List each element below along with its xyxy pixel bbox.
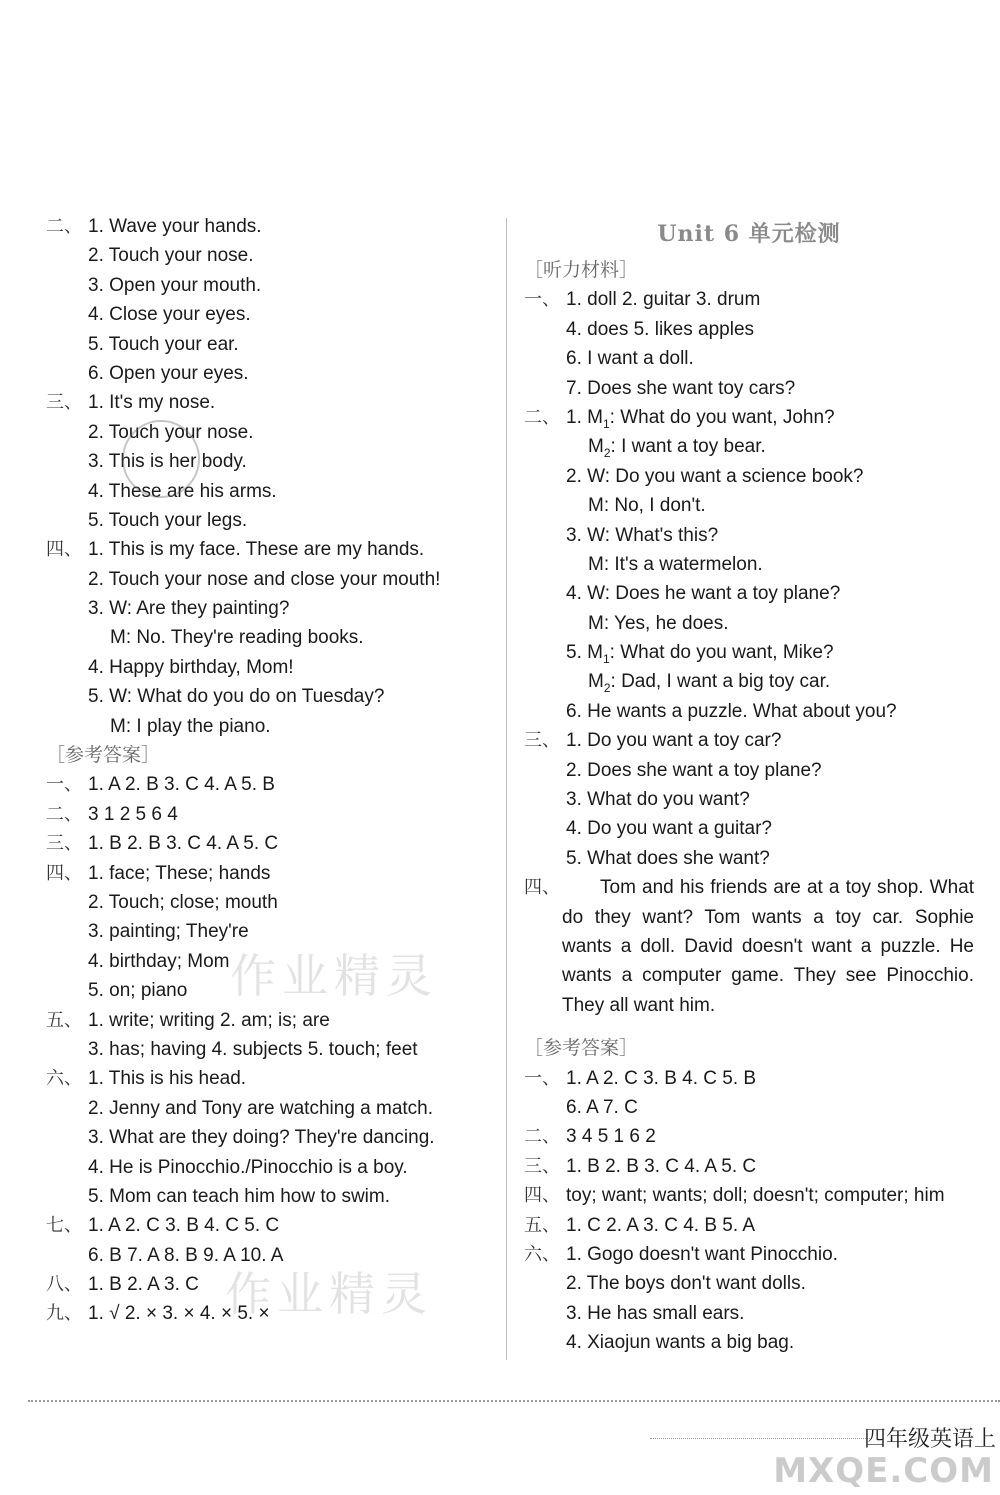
answer-row: 六、 1. Gogo doesn't want Pinocchio. — [524, 1243, 838, 1265]
answer-row: 四、 1. face; These; hands — [46, 862, 271, 884]
list-item: 三、 1. It's my nose. — [46, 392, 216, 414]
answer-row: 2. Jenny and Tony are watching a match. — [88, 1097, 434, 1119]
answer-row: 4. He is Pinocchio./Pinocchio is a boy. — [88, 1156, 408, 1178]
listening-heading: ［听力材料］ — [524, 259, 639, 281]
answer-row: 2. The boys don't want dolls. — [566, 1273, 806, 1295]
answer-row: 九、 1. √ 2. × 3. × 4. × 5. × — [46, 1303, 270, 1325]
answer-row: 4. Xiaojun wants a big bag. — [566, 1332, 795, 1354]
answer-row: 4. birthday; Mom — [88, 950, 230, 972]
list-item: 2. W: Do you want a science book? — [566, 465, 864, 487]
answer-row: 三、 1. B 2. B 3. C 4. A 5. C — [524, 1155, 757, 1177]
unit-title: Unit 6 单元检测 — [657, 221, 841, 247]
list-item: 6. He wants a puzzle. What about you? — [566, 700, 897, 722]
list-item: 3. This is her body. — [88, 451, 247, 473]
right-column — [524, 212, 974, 1358]
answer-row: 六、 1. This is his head. — [46, 1068, 247, 1090]
answer-row: 3. He has small ears. — [566, 1302, 745, 1324]
list-item: $M_2$: Dad, I want a big toy car. — [588, 671, 831, 696]
list-item: 4. These are his arms. — [88, 480, 277, 502]
list-item: 5. Touch your legs. — [88, 509, 248, 531]
answer-row: 八、 1. B 2. A 3. C — [46, 1274, 199, 1296]
answer-row: 一、 1. A 2. B 3. C 4. A 5. B — [46, 774, 275, 796]
list-item: 4. does 5. likes apples — [566, 318, 755, 340]
answer-row: 2. Touch; close; mouth — [88, 891, 278, 913]
list-item: 2. Does she want a toy plane? — [566, 759, 822, 781]
answer-row: 3. has; having 4. subjects 5. touch; feet — [88, 1038, 418, 1060]
answer-row: 6. B 7. A 8. B 9. A 10. A — [88, 1244, 284, 1266]
list-item: 3. Open your mouth. — [88, 274, 262, 296]
footer-dotted-line — [650, 1438, 870, 1439]
passage: 四、 Tom and his friends are at a toy shop. What do they want? Tom wants a toy car. Sophie wants a doll. David doesn't want a puzzle. He wants a computer game. They see Pinocchio. They all want him. — [524, 877, 974, 1016]
list-item: 7. Does she want toy cars? — [566, 377, 796, 399]
list-item: 一、 1. doll 2. guitar 3. drum — [524, 289, 761, 311]
list-item: 4. Do you want a guitar? — [566, 818, 772, 840]
watermark: 作业精灵 — [230, 949, 438, 1003]
list-item: M: I play the piano. — [110, 715, 271, 737]
answer-row: 一、 1. A 2. C 3. B 4. C 5. B — [524, 1067, 757, 1089]
site-watermark: MXQE.COM — [773, 1451, 994, 1491]
answer-row: 二、 3 4 5 1 6 2 — [524, 1126, 656, 1148]
list-item: 5. Touch your ear. — [88, 333, 239, 355]
list-item: 二、 1. Wave your hands. — [46, 216, 262, 237]
list-item: 5. $M_1$: What do you want, Mike? — [566, 642, 834, 666]
answer-row: 五、 1. C 2. A 3. C 4. B 5. A — [524, 1214, 756, 1236]
list-item: M: It's a watermelon. — [588, 553, 763, 575]
list-item: 4. Close your eyes. — [88, 304, 251, 326]
answer-row: 四、 toy; want; wants; doll; doesn't; computer; him — [524, 1185, 945, 1207]
footer-label: 四年级英语上 — [863, 1427, 996, 1452]
answer-row: 3. What are they doing? They're dancing. — [88, 1127, 435, 1149]
answers-heading: ［参考答案］ — [46, 744, 161, 767]
list-item: 5. W: What do you do on Tuesday? — [88, 686, 385, 708]
answer-row: 三、 1. B 2. B 3. C 4. A 5. C — [46, 833, 279, 855]
list-item: 4. W: Does he want a toy plane? — [566, 583, 841, 605]
answer-row: 3. painting; They're — [88, 921, 249, 943]
footer-rule — [28, 1400, 1000, 1402]
answer-row: 七、 1. A 2. C 3. B 4. C 5. C — [46, 1215, 280, 1237]
watermark: 作业精灵 — [225, 1267, 433, 1321]
answer-row: 5. on; piano — [88, 980, 188, 1002]
list-item: 2. Touch your nose and close your mouth! — [88, 568, 441, 590]
list-item: 4. Happy birthday, Mom! — [88, 656, 294, 678]
stamp-mark — [122, 420, 200, 498]
answer-row: 5. Mom can teach him how to swim. — [88, 1185, 390, 1207]
list-item: 6. Open your eyes. — [88, 362, 249, 384]
column-divider — [506, 218, 507, 1360]
left-column — [46, 212, 486, 1329]
list-item: 3. W: Are they painting? — [88, 598, 290, 620]
list-item: 3. What do you want? — [566, 789, 750, 811]
list-item: $M_2$: I want a toy bear. — [588, 436, 766, 461]
list-item: 3. W: What's this? — [566, 524, 719, 546]
answers-heading: ［参考答案］ — [524, 1037, 639, 1060]
list-item: M: No, I don't. — [588, 495, 706, 517]
list-item: 2. Touch your nose. — [88, 245, 254, 267]
list-item: 6. I want a doll. — [566, 348, 694, 370]
list-item: M: Yes, he does. — [588, 612, 729, 634]
list-item: 四、 1. This is my face. These are my hands. — [46, 539, 425, 561]
answer-row: 6. A 7. C — [566, 1097, 638, 1119]
answer-row: 五、 1. write; writing 2. am; is; are — [46, 1009, 330, 1031]
list-item: 二、 1. $M_1$: What do you want, John? — [524, 406, 835, 431]
list-item: 三、 1. Do you want a toy car? — [524, 730, 782, 752]
answer-row: 二、 3 1 2 5 6 4 — [46, 803, 178, 825]
list-item: M: No. They're reading books. — [110, 627, 364, 649]
list-item: 5. What does she want? — [566, 847, 770, 869]
list-item: 2. Touch your nose. — [88, 421, 254, 443]
